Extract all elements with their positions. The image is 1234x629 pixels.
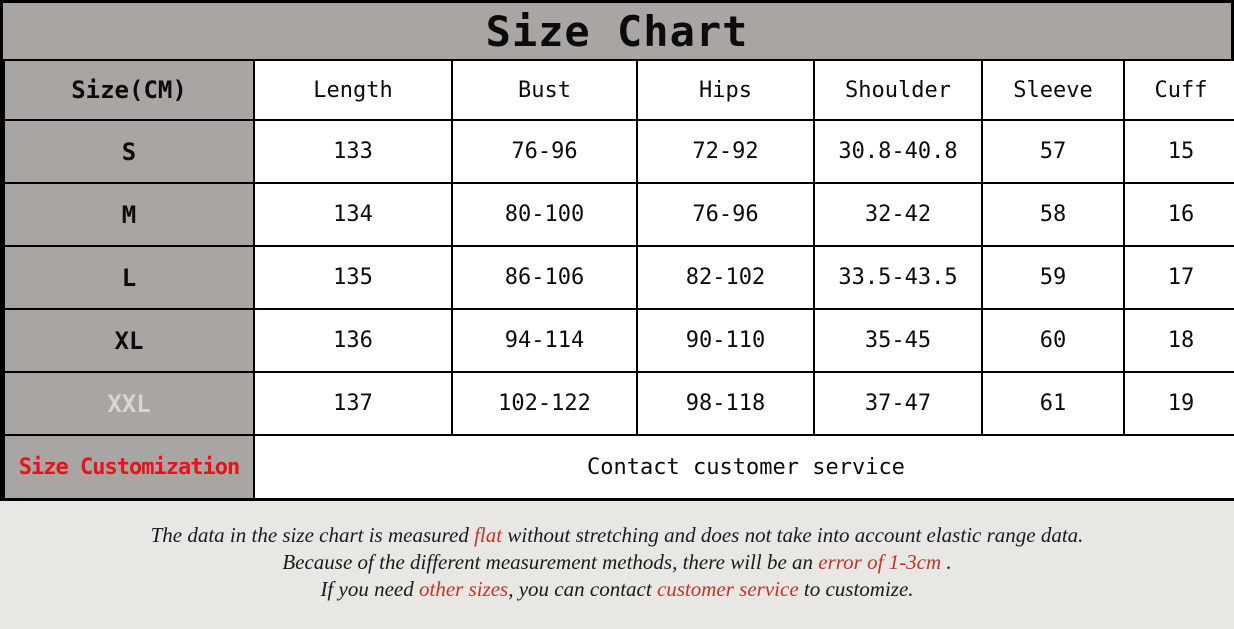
- cell-s-sleeve: 57: [982, 120, 1124, 183]
- column-header-length: Length: [254, 61, 452, 120]
- size-row-xxl: [4, 372, 1234, 435]
- cell-xl-length: 136: [254, 309, 452, 372]
- cell-xxl-length: 137: [254, 372, 452, 435]
- size-label-xl: XL: [4, 309, 254, 372]
- column-header-shoulder: Shoulder: [814, 61, 982, 120]
- cell-xl-shoulder: 35-45: [814, 309, 982, 372]
- size-table: [3, 61, 1234, 498]
- cell-l-cuff: 17: [1124, 246, 1234, 309]
- size-label-xxl: XXL: [4, 372, 254, 435]
- cell-l-shoulder: 33.5-43.5: [814, 246, 982, 309]
- column-header-cuff: Cuff: [1124, 61, 1234, 120]
- note-text: to customize.: [798, 577, 914, 601]
- measurement-notes: [0, 501, 1234, 629]
- cell-xl-sleeve: 60: [982, 309, 1124, 372]
- customization-row: [4, 435, 1234, 498]
- size-label-m: M: [4, 183, 254, 246]
- cell-m-shoulder: 32-42: [814, 183, 982, 246]
- cell-s-shoulder: 30.8-40.8: [814, 120, 982, 183]
- note-line-3: [0, 576, 1234, 603]
- column-header-sleeve: Sleeve: [982, 61, 1124, 120]
- cell-m-sleeve: 58: [982, 183, 1124, 246]
- note-line-2: [0, 549, 1234, 576]
- note-highlight: other sizes: [418, 577, 509, 601]
- cell-xl-cuff: 18: [1124, 309, 1234, 372]
- cell-s-length: 133: [254, 120, 452, 183]
- size-label-s: S: [4, 120, 254, 183]
- column-header-hips: Hips: [637, 61, 814, 120]
- page-title: Size Chart: [3, 3, 1231, 61]
- customization-value: Contact customer service: [254, 435, 1234, 498]
- cell-xxl-sleeve: 61: [982, 372, 1124, 435]
- note-highlight: flat: [474, 523, 503, 547]
- cell-s-hips: 72-92: [637, 120, 814, 183]
- cell-xxl-bust: 102-122: [452, 372, 637, 435]
- cell-m-bust: 80-100: [452, 183, 637, 246]
- size-label-l: L: [4, 246, 254, 309]
- customization-label: Size Customization: [4, 435, 254, 498]
- cell-l-bust: 86-106: [452, 246, 637, 309]
- cell-l-length: 135: [254, 246, 452, 309]
- cell-xl-hips: 90-110: [637, 309, 814, 372]
- note-text: If you need: [320, 577, 419, 601]
- note-text: .: [941, 550, 952, 574]
- header-row: [4, 61, 1234, 120]
- cell-m-hips: 76-96: [637, 183, 814, 246]
- cell-s-cuff: 15: [1124, 120, 1234, 183]
- cell-xxl-shoulder: 37-47: [814, 372, 982, 435]
- note-text: , you can contact: [508, 577, 657, 601]
- note-line-1: [0, 522, 1234, 549]
- cell-m-length: 134: [254, 183, 452, 246]
- size-row-xl: [4, 309, 1234, 372]
- size-row-l: [4, 246, 1234, 309]
- note-text: Because of the different measurement methods, there will be an: [282, 550, 819, 574]
- cell-l-hips: 82-102: [637, 246, 814, 309]
- column-header-size: Size(CM): [4, 61, 254, 120]
- note-highlight: customer service: [656, 577, 799, 601]
- cell-s-bust: 76-96: [452, 120, 637, 183]
- note-text: The data in the size chart is measured: [150, 523, 475, 547]
- column-header-bust: Bust: [452, 61, 637, 120]
- note-text: without stretching and does not take into account elastic range data.: [502, 523, 1084, 547]
- cell-l-sleeve: 59: [982, 246, 1124, 309]
- cell-xxl-cuff: 19: [1124, 372, 1234, 435]
- note-highlight: error of 1-3cm: [818, 550, 942, 574]
- size-row-s: [4, 120, 1234, 183]
- size-row-m: [4, 183, 1234, 246]
- cell-xxl-hips: 98-118: [637, 372, 814, 435]
- cell-xl-bust: 94-114: [452, 309, 637, 372]
- cell-m-cuff: 16: [1124, 183, 1234, 246]
